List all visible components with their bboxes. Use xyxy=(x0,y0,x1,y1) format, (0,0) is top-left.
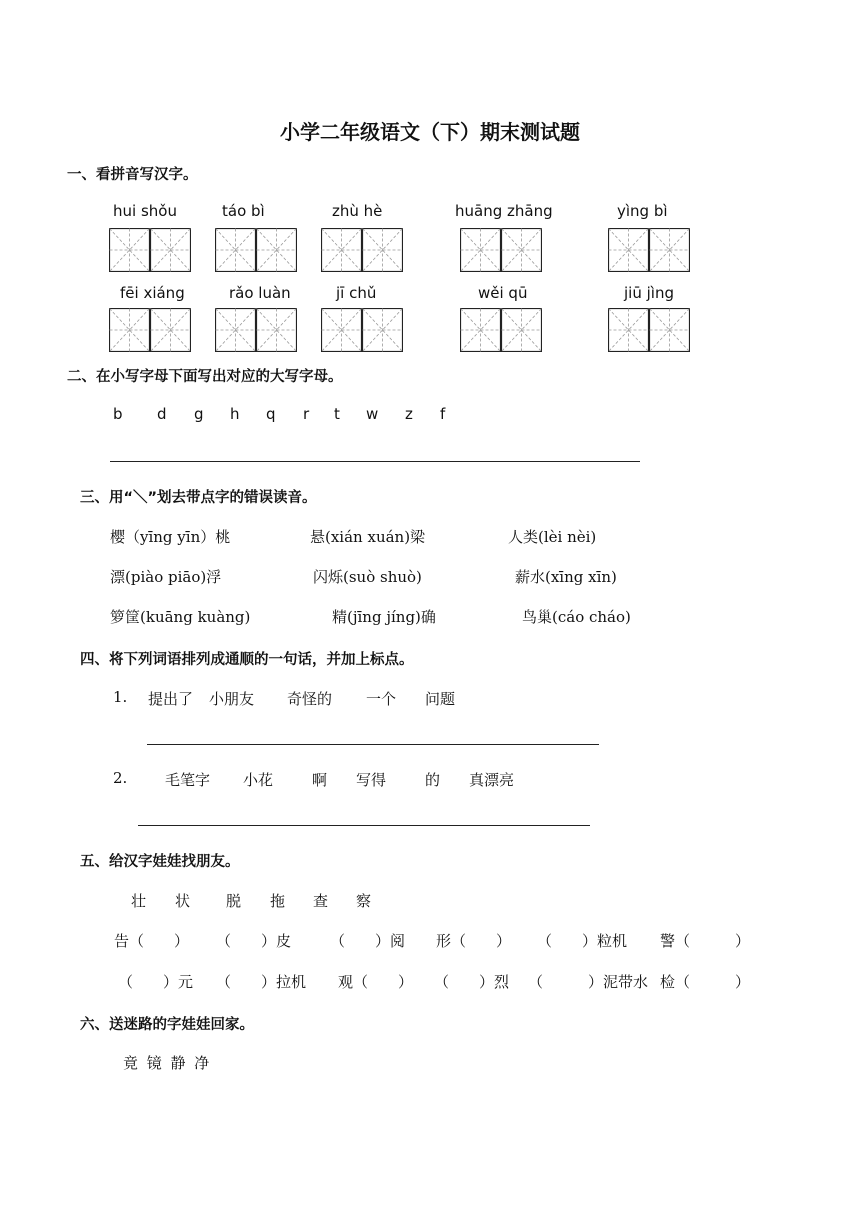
writing-grid[interactable] xyxy=(109,228,191,272)
letter: d xyxy=(157,405,167,423)
writing-grid[interactable] xyxy=(608,308,690,352)
pinyin-label: fēi xiáng xyxy=(120,284,185,302)
fill-item[interactable]: （ ）烈 xyxy=(434,973,510,991)
hanzi: 察 xyxy=(356,892,372,910)
writing-grid[interactable] xyxy=(215,228,297,272)
pinyin-label: yìng bì xyxy=(617,202,668,220)
hanzi: 查 xyxy=(313,892,329,910)
pinyin-label: huāng zhāng xyxy=(455,202,553,220)
fill-item[interactable]: （ ）粒机 xyxy=(537,932,628,950)
reading-item: 精(jīng jíng)确 xyxy=(332,608,436,626)
pinyin-label: jī chǔ xyxy=(336,284,377,302)
letter: g xyxy=(194,405,204,423)
word: 写得 xyxy=(356,771,387,789)
writing-grid[interactable] xyxy=(460,308,542,352)
writing-grid[interactable] xyxy=(321,308,403,352)
fill-item[interactable]: （ ）拉机 xyxy=(216,973,307,991)
writing-grid[interactable] xyxy=(460,228,542,272)
pinyin-label: rǎo luàn xyxy=(229,284,291,302)
word: 真漂亮 xyxy=(469,771,515,789)
question-number: 1. xyxy=(113,688,128,706)
answer-line[interactable] xyxy=(110,461,640,462)
section-1-heading: 一、看拼音写汉字。 xyxy=(67,167,198,183)
fill-item[interactable]: 检（ ） xyxy=(660,973,751,991)
reading-item: 箩筐(kuāng kuàng) xyxy=(110,608,251,626)
fill-item[interactable]: 观（ ） xyxy=(338,973,414,991)
word: 毛笔字 xyxy=(165,771,211,789)
word: 奇怪的 xyxy=(287,690,333,708)
fill-item[interactable]: 形（ ） xyxy=(436,932,512,950)
letter: q xyxy=(266,405,276,423)
reading-item: 鸟巢(cáo cháo) xyxy=(522,608,631,626)
section-2-heading: 二、在小写字母下面写出对应的大写字母。 xyxy=(67,369,343,385)
letter: r xyxy=(303,405,310,423)
writing-grid[interactable] xyxy=(109,308,191,352)
pinyin-label: jiū jìng xyxy=(624,284,674,302)
word: 问题 xyxy=(425,690,456,708)
fill-item[interactable]: 告（ ） xyxy=(114,932,190,950)
word: 小花 xyxy=(243,771,274,789)
hanzi: 壮 xyxy=(131,892,147,910)
hanzi: 脱 xyxy=(226,892,242,910)
hanzi-group: 竟 镜 静 净 xyxy=(123,1054,212,1072)
reading-item: 悬(xián xuán)梁 xyxy=(310,528,426,546)
pinyin-label: zhù hè xyxy=(332,202,383,220)
reading-item: 人类(lèi nèi) xyxy=(508,528,597,546)
fill-item[interactable]: （ ）阅 xyxy=(330,932,406,950)
word: 一个 xyxy=(366,690,397,708)
pinyin-label: hui shǒu xyxy=(113,202,177,220)
reading-item: 闪烁(suò shuò) xyxy=(313,568,422,586)
letter: z xyxy=(405,405,413,423)
word: 啊 xyxy=(312,771,328,789)
letter: f xyxy=(440,405,446,423)
answer-line[interactable] xyxy=(138,825,590,826)
section-6-heading: 六、送迷路的字娃娃回家。 xyxy=(80,1017,254,1033)
writing-grid[interactable] xyxy=(608,228,690,272)
writing-grid[interactable] xyxy=(215,308,297,352)
section-4-heading: 四、将下列词语排列成通顺的一句话，并加上标点。 xyxy=(80,652,414,668)
writing-grid[interactable] xyxy=(321,228,403,272)
pinyin-label: táo bì xyxy=(222,202,265,220)
page-title: 小学二年级语文（下）期末测试题 xyxy=(280,120,580,144)
reading-item: 薪水(xīng xīn) xyxy=(515,568,617,586)
fill-item[interactable]: （ ）皮 xyxy=(216,932,292,950)
section-3-heading: 三、用“＼”划去带点字的错误读音。 xyxy=(80,490,317,506)
letter: t xyxy=(334,405,340,423)
fill-item[interactable]: 警（ ） xyxy=(660,932,751,950)
letter: h xyxy=(230,405,240,423)
reading-item: 漂(piào piāo)浮 xyxy=(110,568,222,586)
word: 提出了 xyxy=(148,690,194,708)
hanzi: 拖 xyxy=(270,892,286,910)
word: 小朋友 xyxy=(209,690,255,708)
pinyin-label: wěi qū xyxy=(478,284,528,302)
hanzi: 状 xyxy=(175,892,191,910)
answer-line[interactable] xyxy=(147,744,599,745)
question-number: 2. xyxy=(113,769,128,787)
reading-item: 樱（yīng yīn）桃 xyxy=(110,528,231,546)
section-5-heading: 五、给汉字娃娃找朋友。 xyxy=(80,854,240,870)
letter: w xyxy=(366,405,379,423)
fill-item[interactable]: （ ）泥带水 xyxy=(528,973,649,991)
letter: b xyxy=(113,405,123,423)
fill-item[interactable]: （ ）元 xyxy=(118,973,194,991)
word: 的 xyxy=(425,771,441,789)
